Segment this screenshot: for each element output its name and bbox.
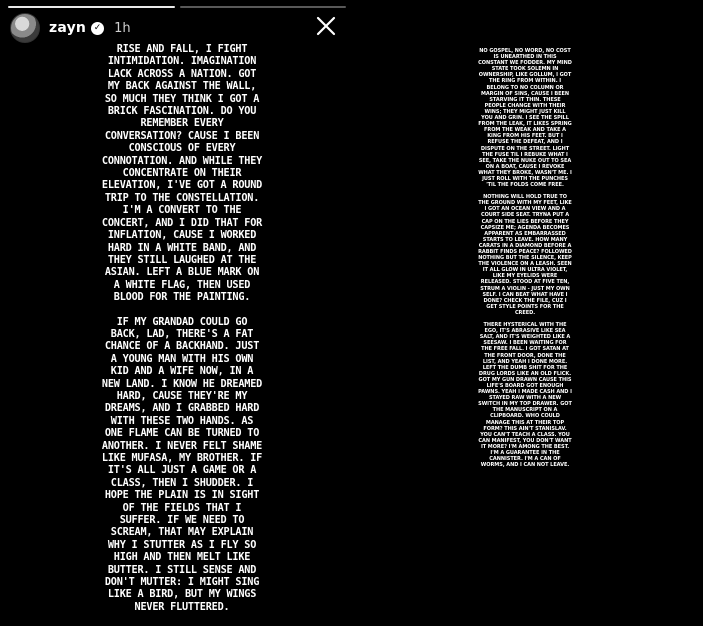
lyrics-paragraph: RISE AND FALL, I FIGHT INTIMIDATION. IMAGINATION LACK ACROSS A NATION. GOT MY BACK AGAINST THE WALL, SO MUCH THEY THINK I GOT A BRICK FASCINATION. DO YOU REMEMBER EVERY CONVERSATION? CAUSE I BEEN CONSCIOUS OF EVERY CONNOTATION. AND WHILE THEY CONCENTRATE ON THEIR ELEVATION, I'VE GOT A ROUND TRIP TO THE CONSTELLATION. I'M A CONVERT TO THE CONCERT, AND I DID THAT FOR INFLATION, CAUSE I WORKED HARD IN A WHITE BAND, AND THEY STILL LAUGHED AT THE ASIAN. LEFT A BLUE MARK ON A WHITE FLAG, THEN USED BLOOD FOR THE PAINTING.	[101, 44, 263, 304]
verified-badge-icon: ✓	[91, 22, 104, 35]
lyrics-paragraph: NO GOSPEL, NO WORD, NO COST IS UNEARTHED IN THIS CONSTANT WE FODDER. MY MIND STATE TOOK SOLEMN IN OWNERSHIP, LIKE GOLLUM, I GOT THE RING FROM WITHIN. I BELONG TO NO COLUMN OR MARGIN OF SINS, CAUSE I BEEN STARVING IT THIN. THESE PEOPLE CHANGE WITH THEIR WINS; THEY MIGHT JUST KILL YOU AND GRIN. I SEE THE SPILL FROM THE LEAK, IT LIKES SPRING FROM THE WEAK AND TAKE A KING FROM HIS FEET. BUT I REFUSE THE DEFEAT, AND I DISPUTE ON THE STREET. LIGHT THE FUSE TIL I REBUKE WHAT I SEE, TAKE THE NUKE OUT TO SEA ON A BOAT, CAUSE I REVOKE WHAT THEY BROKE, WASN'T ME. I JUST ROLL WITH THE PUNCHES 'TIL THE FOLDS COME FREE.	[478, 48, 572, 189]
story-viewer	[0, 0, 352, 613]
post-time: 1h	[114, 20, 131, 36]
close-button[interactable]	[312, 12, 340, 40]
progress-segment	[180, 6, 347, 8]
story-progress-bar	[8, 6, 346, 9]
progress-segment-active	[8, 6, 175, 8]
lyrics-paragraph: IF MY GRANDAD COULD GO BACK, LAD, THERE'S A FAT CHANCE OF A BACKHAND. JUST A YOUNG MAN WITH HIS OWN KID AND A WIFE NOW, IN A NEW LAND. I KNOW HE DREAMED HARD, CAUSE THEY'RE MY DREAMS, AND I GRABBED HARD WITH THESE TWO HANDS. AS ONE FLAME CAN BE TURNED TO ANOTHER. I NEVER FELT SHAME LIKE MUFASA, MY BROTHER. IF IT'S ALL JUST A GAME OR A CLASS, THEN I SHUDDER. I HOPE THE PLAIN IS IN SIGHT OF THE FIELDS THAT I SUFFER. IF WE NEED TO SCREAM, THAT MAY EXPLAIN WHY I STUTTER AS I FLY SO HIGH AND THEN MELT LIKE BUTTER. I STILL SENSE AND DON'T MUTTER: I MIGHT SING LIKE A BIRD, BUT MY WINGS NEVER FLUTTERED.	[101, 316, 263, 613]
story-lyrics-text	[100, 44, 264, 626]
lyrics-paragraph: THERE HYSTERICAL WITH THE EGO, IT'S ABRASIVE LIKE SEA SALT, AND IT'S WEIGHTED LIKE A SEESAW. I BEEN WAITING FOR THE FREE FALL. I GOT SATAN AT THE FRONT DOOR, DONE THE LIST, AND YEAH I DONE MORE. LEFT THE DUMB SHIT FOR THE DRUG LORDS LIKE AN OLD FLICK. GOT MY GUN DRAWN CAUSE THIS LIFE'S BOARD GOT ENOUGH PAWNS. YEAH I MADE CASH AND I STAYED RAW WITH A NEW SWITCH IN MY TOP DRAWER. GOT THE MANUSCRIPT ON A CLIPBOARD. WHO COULD MANAGE THIS AT THEIR TOP FORM? THIS AIN'T STANISLAV. YOU CAN'T TEACH A CLASS. YOU CAN MANIFEST, YOU DON'T WANT IT MORE? I'M AMONG THE BEST. I'M A GUARANTEE IN THE CANNISTER. I'M A CAN OF WORMS, AND I CAN NOT LEAVE.	[478, 322, 572, 469]
username[interactable]: zayn	[49, 20, 87, 36]
close-icon	[316, 16, 336, 36]
lyrics-paragraph: NOTHING WILL HOLD TRUE TO THE GROUND WITH MY FEET, LIKE I GOT AN OCEAN VIEW AND A COURT SIDE SEAT. TRYNA PUT A CAP ON THE LIES BEFORE THEY CAPSIZE ME; AGENDA BECOMES APPARENT AS EMBARRASSED STARTS TO LEAVE. HOW MANY CARATS IN A DIAMOND BEFORE A RABBIT FINDS PEACE? FOLLOWED NOTHING BUT THE SILENCE, KEEP THE VIOLENCE ON A LEASH. SEEN IT ALL GLOW IN ULTRA VIOLET, LIKE MY EYELIDS WERE RELEASED. STOOD AT FIVE TEN, STRUM A VIOLIN - JUST MY OWN SELF. I CAN BEAT WHAT HAVE I DONE? CHECK THE FILE, CUZ I GET STYLE POINTS FOR THE CREED.	[478, 194, 572, 316]
panel-lyrics-text	[478, 48, 572, 474]
story-header	[10, 12, 346, 44]
lyrics-panel	[352, 0, 703, 583]
avatar[interactable]	[10, 13, 40, 43]
